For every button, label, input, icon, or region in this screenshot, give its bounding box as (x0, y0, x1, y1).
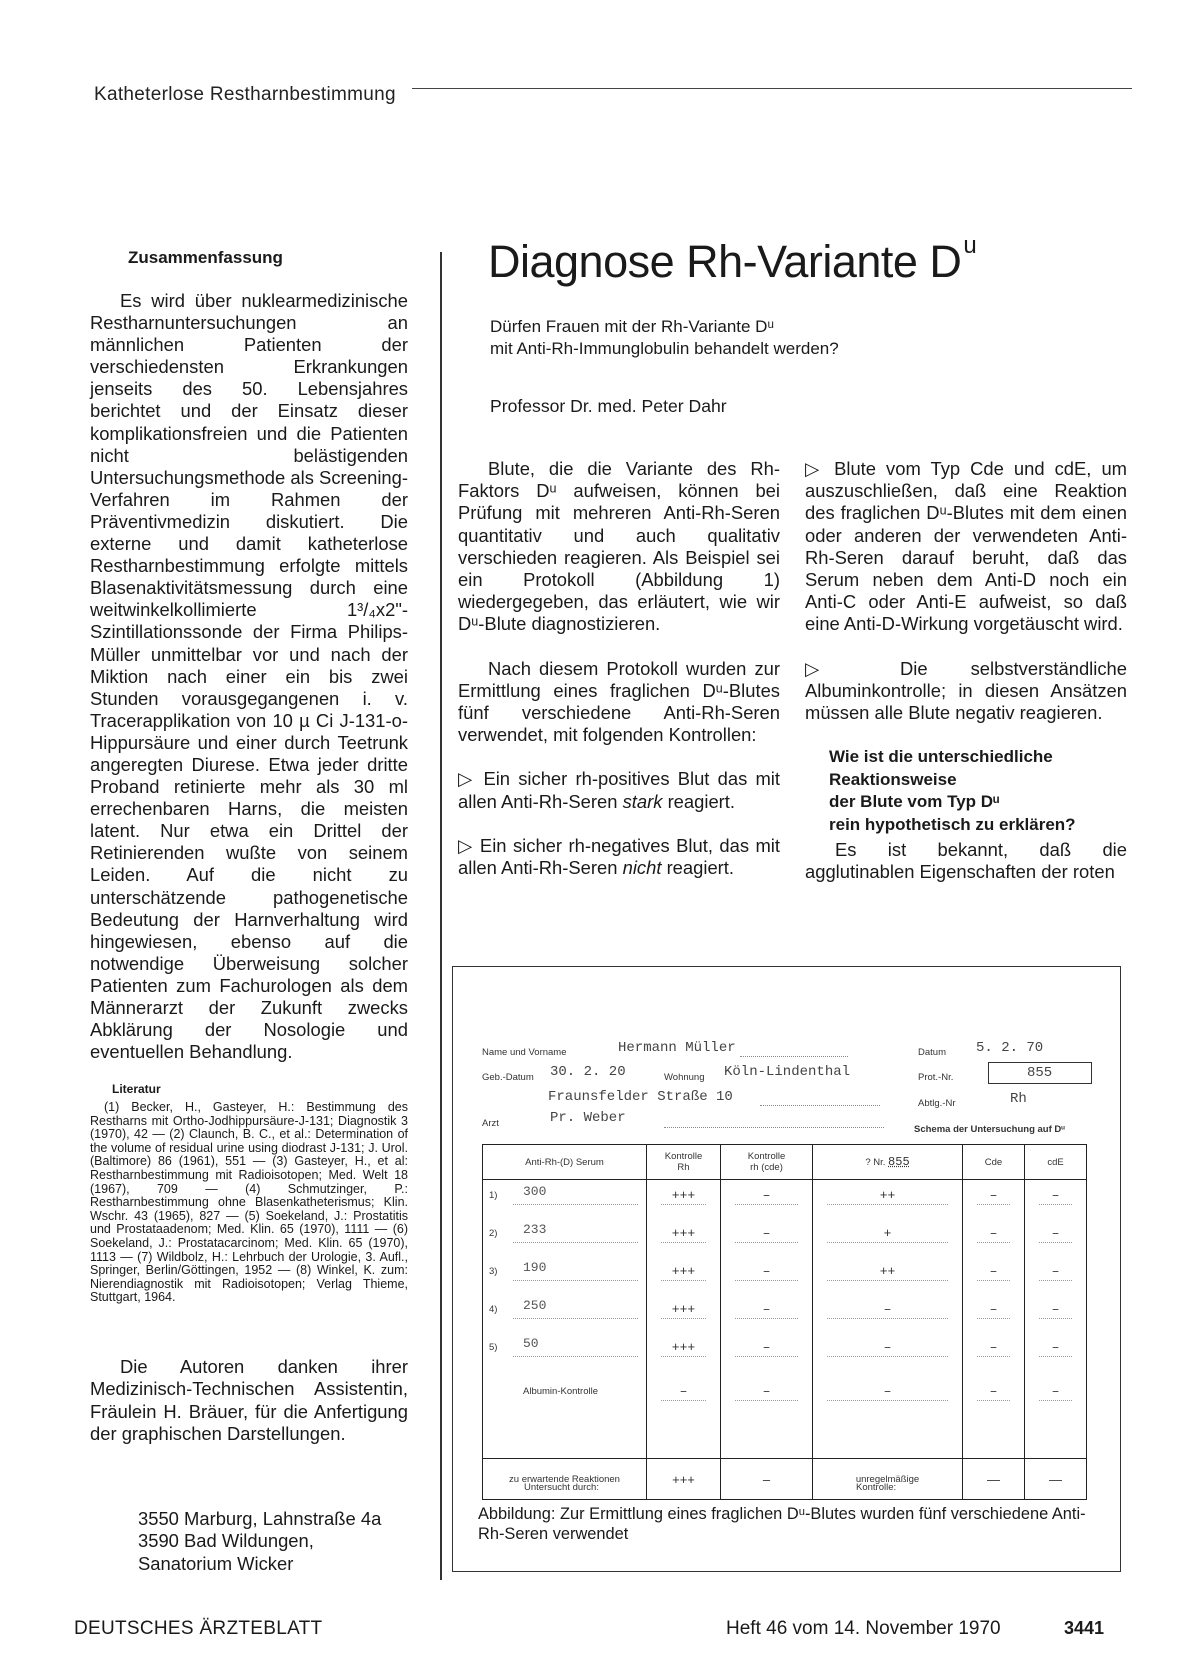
running-head: Katheterlose Restharnbestimmung (94, 84, 396, 105)
subtitle-line: mit Anti-Rh-Immunglobulin behandelt werden? (490, 339, 839, 358)
table-row (483, 1298, 646, 1334)
dotted-line (1039, 1400, 1072, 1401)
table-row (721, 1222, 812, 1258)
reaction-mark: – (1051, 1226, 1060, 1241)
table-body-row (483, 1180, 1087, 1459)
col-serum: Anti-Rh-(D) Serum (483, 1145, 647, 1180)
reaction-mark: – (989, 1188, 998, 1203)
dotted-line (977, 1242, 1010, 1243)
table-row (1025, 1260, 1086, 1296)
header-line: Rh (677, 1162, 690, 1173)
reaction-mark: – (1051, 1340, 1060, 1355)
dotted-line (760, 1105, 880, 1106)
dotted-line (661, 1280, 706, 1281)
row-number: 1) (489, 1190, 498, 1201)
column-divider (440, 252, 442, 1580)
foot-nr: unregelmäßige (813, 1459, 963, 1500)
wohnung-value: Köln-Lindenthal (724, 1064, 851, 1080)
reaction-mark: – (762, 1264, 771, 1279)
paragraph-text: reagiert. (661, 857, 735, 879)
table-row-albumin (963, 1380, 1024, 1416)
protnr-label: Prot.-Nr. (918, 1072, 954, 1083)
emphasis: stark (622, 790, 663, 812)
foot-label: zu erwartende Reaktionen (483, 1459, 647, 1500)
table-row (963, 1298, 1024, 1334)
section-question (829, 746, 1127, 836)
journal-name: DEUTSCHES ÄRZTEBLATT (74, 1618, 323, 1639)
serum-dilution: 250 (523, 1298, 547, 1313)
table-row-albumin (647, 1380, 720, 1416)
row-number: 2) (489, 1228, 498, 1239)
foot-rh: +++ (647, 1459, 721, 1500)
header-rule (412, 88, 1132, 89)
reaction-mark: – (1051, 1302, 1060, 1317)
reaction-mark: ++ (879, 1264, 896, 1279)
table-row (721, 1184, 812, 1220)
reaction-mark: – (989, 1340, 998, 1355)
paragraph (458, 768, 780, 812)
street-value: Fraunsfelder Straße 10 (548, 1089, 733, 1105)
emphasis: nicht (622, 857, 662, 879)
dotted-line (735, 1318, 798, 1319)
dotted-line (1039, 1242, 1072, 1243)
paragraph: Nach diesem Protokoll wurden zur Ermittlung eines fraglichen Dᵘ-Blutes fünf verschiedene Anti-Rh-Seren verwendet, mit folgenden Kontrollen: (458, 657, 780, 746)
table-row (647, 1260, 720, 1296)
body-column-right (805, 458, 1127, 905)
dotted-line (735, 1242, 798, 1243)
dotted-line (513, 1204, 638, 1205)
literature-heading: Literatur (112, 1082, 161, 1096)
dotted-line (827, 1280, 948, 1281)
dotted-line (977, 1280, 1010, 1281)
dotted-line (827, 1204, 948, 1205)
reaction-mark: – (1051, 1188, 1060, 1203)
datum-value: 5. 2. 70 (976, 1040, 1044, 1056)
paragraph-text: reagiert. (662, 790, 736, 812)
table-row (721, 1298, 812, 1334)
protocol-table (482, 1144, 1087, 1500)
table-row (647, 1298, 720, 1334)
header-line: Kontrolle (664, 1151, 703, 1162)
dotted-line (735, 1356, 798, 1357)
datum-label: Datum (918, 1047, 946, 1058)
table-row (647, 1336, 720, 1372)
dotted-line (827, 1400, 948, 1401)
body-column-middle (458, 458, 780, 901)
foot-Cde: — (963, 1459, 1025, 1500)
table-row (1025, 1222, 1086, 1258)
serum-dilution: 233 (523, 1222, 547, 1237)
serum-cell (483, 1180, 647, 1459)
reaction-mark: – (989, 1264, 998, 1279)
table-row (963, 1222, 1024, 1258)
header-value: 855 (888, 1155, 910, 1169)
article-subtitle (490, 316, 970, 360)
reaction-mark: – (762, 1226, 771, 1241)
reaction-mark: +++ (671, 1340, 696, 1355)
reaction-mark: – (762, 1188, 771, 1203)
summary-text: Es wird über nuklearmedizinische Restharnuntersuchungen an männlichen Patienten der verschiedensten Erkrankungen jenseits des 50. Lebensjahres berichtet und der Einsatz dieser komplikationsfreien und die Patienten nicht belästigenden Untersuchungsmethode als Screening-Verfahren im Rahmen der Präventivmedizin diskutiert. Die externe und damit katheterlose Restharnbestimmung erfolgte mittels Blasenaktivitätsmessung durch eine weitwinkelkollimierte 1³/₄x2"-Szintillationssonde der Firma Philips-Müller unmittelbar vor und nach der Miktion nach einer ein bis zwei Stunden vorausgegangenen i. v. Tracerapplikation von 10 µ Ci J-131-o-Hippursäure und einer durch Teetrunk angeregten Diurese. Etwa jeder dritte Proband retinierte mehr als 30 ml errechenbaren Harns, die meisten latent. Nur etwa ein Drittel der Retinierenden wußte von seinem Leiden. Auf die nicht zu unterschätzende pathogenetische Bedeutung der Harnverhaltung wird hingewiesen, ebenso auf die notwendige Überweisung solcher Patienten zum Fachurologen als dem Männerarzt der Zukunft zwecks Abklärung der Nosologie und eventuellen Behandlung. (90, 290, 408, 1063)
dotted-line (661, 1356, 706, 1357)
col-nr (813, 1145, 963, 1180)
address-line: Sanatorium Wicker (138, 1552, 294, 1574)
article-title-sup: u (963, 232, 977, 259)
serum-dilution: 190 (523, 1260, 547, 1275)
Cde-cell (963, 1180, 1025, 1459)
geb-value: 30. 2. 20 (550, 1064, 626, 1080)
row-number: 4) (489, 1304, 498, 1315)
question-line: der Blute vom Typ Dᵘ (829, 792, 1000, 812)
table-row (483, 1184, 646, 1220)
table-row-albumin (1025, 1380, 1086, 1416)
dotted-line (977, 1204, 1010, 1205)
reaction-mark: – (989, 1226, 998, 1241)
untersucht-label: Untersucht durch: (524, 1482, 599, 1493)
albumin-label: Albumin-Kontrolle (523, 1386, 598, 1397)
table-row (813, 1222, 962, 1258)
cdE-cell (1025, 1180, 1087, 1459)
serum-dilution: 300 (523, 1184, 547, 1199)
kontrolle-label: Kontrolle: (856, 1482, 897, 1493)
question-line: rein hypothetisch zu erklären? (829, 815, 1076, 835)
col-kontrolle-cde (721, 1145, 813, 1180)
dotted-line (977, 1318, 1010, 1319)
header-line: Kontrolle (747, 1151, 786, 1162)
reaction-mark: – (989, 1384, 998, 1399)
dotted-line (1039, 1280, 1072, 1281)
table-row (813, 1336, 962, 1372)
table-row (483, 1260, 646, 1296)
acknowledgement: Die Autoren danken ihrer Medizinisch-Technischen Assistentin, Fräulein H. Bräuer, für die Anfertigung der graphischen Darstellungen. (90, 1356, 408, 1444)
table-row-albumin (721, 1380, 812, 1416)
table-row-albumin (483, 1380, 646, 1416)
paragraph-text: ▷ Ein sicher rh-negatives Blut, das mit allen Anti-Rh-Seren (458, 834, 780, 879)
dotted-line (664, 1127, 884, 1128)
protnr-value: 855 (1027, 1065, 1053, 1081)
arzt-value: Pr. Weber (550, 1110, 626, 1126)
geb-label: Geb.-Datum (482, 1072, 534, 1083)
reaction-mark: ++ (879, 1188, 896, 1203)
paragraph: ▷ Die selbstverständliche Albuminkontrolle; in diesen Ansätzen müssen alle Blute negativ reagieren. (805, 657, 1127, 724)
table-row (963, 1336, 1024, 1372)
reaction-mark: – (1051, 1264, 1060, 1279)
schema-label: Schema der Untersuchung auf Dᵘ (914, 1124, 1065, 1135)
address-line: 3590 Bad Wildungen, (138, 1530, 314, 1552)
reaction-mark: – (989, 1302, 998, 1317)
table-row (813, 1298, 962, 1334)
arzt-label: Arzt (482, 1118, 499, 1129)
header-text: ? Nr. (865, 1157, 886, 1168)
dotted-line (735, 1204, 798, 1205)
col-cdE: cdE (1025, 1145, 1087, 1180)
foot-cdE: — (1025, 1459, 1087, 1500)
dotted-line (1039, 1318, 1072, 1319)
table-row-albumin (813, 1380, 962, 1416)
table-row (963, 1260, 1024, 1296)
cde-cell (721, 1180, 813, 1459)
paragraph: Blute, die die Variante des Rh-Faktors Dᵘ aufweisen, können bei Prüfung mit mehreren Anti-Rh-Seren quantitativ und auch qualitativ verschieden reagieren. Als Beispiel sei ein Protokoll (Abbildung 1) wiedergegeben, das erläutert, wie wir Dᵘ-Blute diagnostizieren. (458, 458, 780, 635)
table-row (1025, 1298, 1086, 1334)
dotted-line (977, 1400, 1010, 1401)
summary-heading: Zusammenfassung (128, 248, 283, 267)
abtlg-label: Abtlg.-Nr (918, 1098, 956, 1109)
paragraph: Es ist bekannt, daß die agglutinablen Eigenschaften der roten (805, 838, 1127, 882)
abtlg-value: Rh (1010, 1091, 1027, 1107)
reaction-mark: – (679, 1384, 688, 1399)
address-line: 3550 Marburg, Lahnstraße 4a (138, 1508, 382, 1529)
article-author: Professor Dr. med. Peter Dahr (490, 396, 727, 416)
table-row (483, 1222, 646, 1258)
dotted-line (513, 1242, 638, 1243)
dotted-line (513, 1356, 638, 1357)
table-row (721, 1260, 812, 1296)
table-header-row (483, 1145, 1087, 1180)
table-row (483, 1336, 646, 1372)
reaction-mark: – (762, 1340, 771, 1355)
dotted-line (827, 1356, 948, 1357)
subtitle-line: Dürfen Frauen mit der Rh-Variante Dᵘ (490, 317, 774, 336)
col-kontrolle-rh (647, 1145, 721, 1180)
wohnung-label: Wohnung (664, 1072, 705, 1083)
table-row (1025, 1336, 1086, 1372)
table-row (721, 1336, 812, 1372)
literature-text: (1) Becker, H., Gasteyer, H.: Bestimmung des Restharns mit Ortho-Jodhippursäure-J-131; Diagnostik 3 (1970), 42 — (2) Claunch, B. C., et al.: Determination of the volume of residual urine using diodrast J-131; J. Urol. (Baltimore) 86 (1961), 551 — (3) Gasteyer, H., et al: Restharnbestimmung mit Radioisotopen; Med. Welt 18 (1967), 709 — (4) Schmutzinger, P.: Restharnbestimmung ohne Blasenkatheterismus; Klin. Wschr. 43 (1965), 827 — (5) Soekeland, J.: Prostatitis und Prostataadenom; Med. Klin. 65 (1970), 1111 — (6) Soekeland, J.: Prostatacarcinom; Med. Klin. 65 (1970), 1113 — (7) Wildbolz, H.: Lehrbuch der Urologie, 3. Aufl., Springer, Berlin/Göttingen, 1952 — (8) Winkel, K. zum: Nierendiagnostik mit Radioisotopen; Verlag Thieme, Stuttgart, 1964. (90, 1100, 408, 1305)
rh-cell (647, 1180, 721, 1459)
table-row (813, 1184, 962, 1220)
dotted-line (1039, 1204, 1072, 1205)
dotted-line (1039, 1356, 1072, 1357)
reaction-mark: +++ (671, 1226, 696, 1241)
table-footer-row (483, 1459, 1087, 1500)
page-number: 3441 (1064, 1618, 1105, 1638)
dotted-line (977, 1356, 1010, 1357)
table-row (647, 1222, 720, 1258)
reaction-mark: – (1051, 1384, 1060, 1399)
reaction-mark: – (883, 1340, 892, 1355)
reaction-mark: +++ (671, 1302, 696, 1317)
reaction-mark: – (883, 1302, 892, 1317)
table-row (647, 1184, 720, 1220)
reaction-mark: + (883, 1226, 892, 1241)
paragraph-text: ▷ Ein sicher rh-positives Blut das mit allen Anti-Rh-Seren (458, 768, 780, 812)
issue-info: Heft 46 vom 14. November 1970 (726, 1618, 1001, 1639)
dotted-line (827, 1242, 948, 1243)
reaction-mark: – (883, 1384, 892, 1399)
table-row (963, 1184, 1024, 1220)
header-line: rh (cde) (750, 1162, 783, 1173)
table-row (813, 1260, 962, 1296)
dotted-line (513, 1280, 638, 1281)
dotted-line (513, 1318, 638, 1319)
protnr-box (988, 1062, 1092, 1084)
article-title-text: Diagnose Rh-Variante D (488, 236, 962, 287)
row-number: 5) (489, 1342, 498, 1353)
dotted-line (740, 1056, 848, 1057)
author-address (138, 1508, 438, 1575)
reaction-mark: +++ (671, 1188, 696, 1203)
paragraph: ▷ Blute vom Typ Cde und cdE, um auszuschließen, daß eine Reaktion des fraglichen Dᵘ-Blutes mit dem einen oder anderen der verwendeten Anti-Rh-Seren darauf beruht, daß das Serum neben dem Anti-D noch ein Anti-C oder Anti-E aufweist, so daß eine Anti-D-Wirkung vorgetäuscht wird. (805, 458, 1127, 635)
dotted-line (661, 1204, 706, 1205)
dotted-line (735, 1280, 798, 1281)
serum-dilution: 50 (523, 1336, 539, 1351)
nr-cell (813, 1180, 963, 1459)
article-title (488, 232, 977, 288)
col-Cde: Cde (963, 1145, 1025, 1180)
paragraph (458, 835, 780, 879)
dotted-line (661, 1400, 706, 1401)
reaction-mark: – (762, 1384, 771, 1399)
dotted-line (827, 1318, 948, 1319)
dotted-line (735, 1400, 798, 1401)
reaction-mark: +++ (671, 1264, 696, 1279)
row-number: 3) (489, 1266, 498, 1277)
foot-cde: – (721, 1459, 813, 1500)
reaction-mark: – (762, 1302, 771, 1317)
table-row (1025, 1184, 1086, 1220)
dotted-line (661, 1242, 706, 1243)
name-value: Hermann Müller (618, 1040, 736, 1056)
name-label: Name und Vorname (482, 1047, 567, 1058)
dotted-line (661, 1318, 706, 1319)
question-line: Reaktionsweise (829, 769, 957, 789)
question-line: Wie ist die unterschiedliche (829, 747, 1053, 767)
figure-caption: Abbildung: Zur Ermittlung eines fraglichen Dᵘ-Blutes wurden fünf verschiedene Anti-Rh-Seren verwendet (478, 1505, 1086, 1543)
